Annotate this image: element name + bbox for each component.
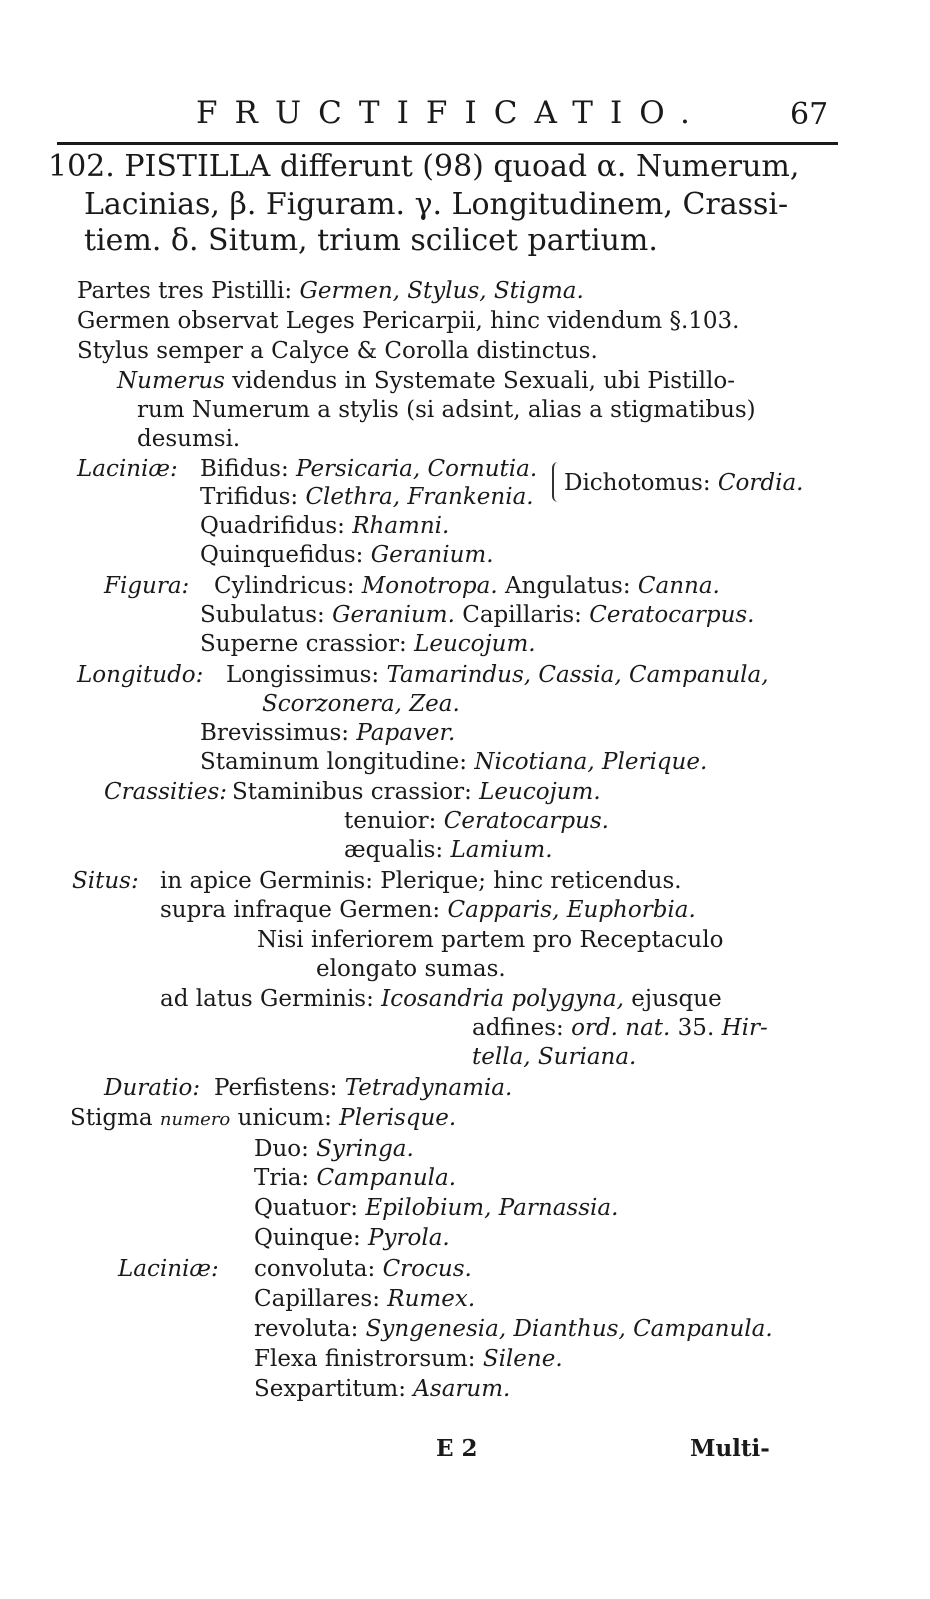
header-rule [57,142,838,145]
figura-example: Ceratocarpus. [589,602,755,628]
laciniae-term: Bifidus: [200,456,289,482]
crassities-example: Ceratocarpus. [443,808,609,834]
situs-row-4 [160,988,722,1011]
running-title: FRUCTIFICATIO. [196,95,707,131]
figura-row-3 [200,633,536,656]
situs-cont-term: adfines: [472,1015,564,1041]
numerus-cont1: rum Numerum a stylis (si adsint, alias a stigmatibus) [137,397,756,423]
situs-row-2 [160,899,696,922]
stigma-lac-term: convoluta: [254,1256,376,1282]
catchword: Multi- [690,1435,770,1462]
crassities-example: Lamium. [450,837,553,863]
stigma-lac-term: Capillares: [254,1286,380,1312]
duratio-term: Perfistens: [214,1075,338,1101]
crassities-term: tenuior: [344,808,437,834]
stigma-term: Quatuor: [254,1195,359,1221]
stigma-lac-example: Asarum. [413,1376,511,1402]
situs-cont-num: 35. [677,1015,715,1041]
stigma-row-duo [254,1138,414,1161]
longitudo-example: Papaver. [356,720,456,746]
laciniae-row-3 [200,515,449,538]
stigma-term: Quinque: [254,1225,361,1251]
crassities-term: Staminibus crassior: [232,779,472,805]
longitudo-examples: Tamarindus, Cassia, Campanula, [386,662,769,688]
page-number: 67 [790,97,829,132]
crassities-row-2 [344,810,609,833]
longitudo-term: Longissimus: [226,662,380,688]
section-line2: Lacinias, β. Figuram. γ. Longitudinem, Crassi- [84,187,789,222]
situs-term: supra infraque Germen: [160,897,441,923]
laciniae-term: Quinquefidus: [200,542,364,568]
situs-cont-hir: Hir- [721,1015,768,1041]
laciniae-examples: Clethra, Frankenia. [305,484,534,510]
figura-example: Monotropa. [361,573,498,599]
stylus-line: Stylus semper a Calyce & Corolla distinctus. [77,338,598,364]
laciniae-term: Trifidus: [200,484,299,510]
stigma-lac-term: Flexa finistrorsum: [254,1346,476,1372]
stigma-lac-row-2 [254,1288,475,1311]
dichotomus-example: Cordia. [717,470,804,496]
stigma-lac-row-1 [254,1258,472,1281]
stigma-row-quatuor [254,1197,618,1220]
stigma-example: Epilobium, Parnassia. [365,1195,619,1221]
situs-term: ad latus Germinis: [160,986,374,1012]
figura-example: Geranium. [332,602,455,628]
stigma-lac-example: Rumex. [387,1286,476,1312]
crassities-row-3 [344,839,553,862]
partes-items: Germen, Stylus, Stigma. [299,278,584,304]
partes-line [77,280,584,303]
stigma-example: Syringa. [316,1136,414,1162]
numerus-label: Numerus [117,368,225,394]
longitudo-row-1-cont: Scorzonera, Zea. [262,691,460,717]
stigma-example: Pyrola. [368,1225,450,1251]
stigma-unicum-example: Plerisque. [339,1105,457,1131]
laciniae-brace [552,462,564,502]
stigma-term: Duo: [254,1136,309,1162]
laciniae-examples: Persicaria, Cornutia. [296,456,538,482]
figura-example: Leucojum. [414,631,536,657]
dichotomus-entry [564,472,803,495]
longitudo-term: Staminum longitudine: [200,749,468,775]
duratio-entry [214,1077,512,1100]
figura-term: Subulatus: [200,602,325,628]
stigma-lac-example: Silene. [482,1346,563,1372]
figura-term: Capillaris: [462,602,582,628]
laciniae-row-2 [200,486,534,509]
laciniae-label: Laciniæ: [77,456,178,482]
stigma-lac-term: Sexpartitum: [254,1376,406,1402]
partes-lead: Partes tres Pistilli: [77,278,293,304]
laciniae-term: Quadrifidus: [200,513,345,539]
numerus-rest: videndus in Systemate Sexuali, ubi Pistillo- [232,368,735,394]
figura-term: Superne crassior: [200,631,407,657]
stigma-numero: numero [159,1109,231,1130]
stigma-lac-row-3 [254,1318,773,1341]
situs-row-3: Nisi inferiorem partem pro Receptaculo [257,927,724,953]
stigma-unicum: unicum: [237,1105,332,1131]
numerus-cont2: desumsi. [137,426,241,452]
stigma-lac-term: revoluta: [254,1316,359,1342]
situs-row-1: in apice Germinis: Plerique; hinc reticendus. [160,868,682,894]
dichotomus-term: Dichotomus: [564,470,711,496]
situs-label: Situs: [72,868,139,894]
stigma-lead: Stigma [70,1105,153,1131]
longitudo-term: Brevissimus: [200,720,349,746]
situs-row-4-cont1 [472,1017,768,1040]
signature-mark: E 2 [436,1435,478,1462]
situs-cont-ord: ord. nat. [571,1015,671,1041]
stigma-lac-row-4 [254,1348,563,1371]
stigma-row-tria [254,1167,456,1190]
crassities-example: Leucojum. [479,779,601,805]
duratio-example: Tetradynamia. [344,1075,513,1101]
stigma-row-quinque [254,1227,450,1250]
laciniae-examples: Geranium. [370,542,494,568]
stigma-first-line [70,1107,456,1130]
crassities-label: Crassities: [104,779,228,805]
laciniae-examples: Rhamni. [352,513,450,539]
longitudo-row-3 [200,751,707,774]
longitudo-examples: Nicotiana, Plerique. [474,749,708,775]
longitudo-row-1 [226,664,769,687]
crassities-row-1 [232,781,601,804]
section-number: 102. [48,149,115,184]
stigma-laciniae-label: Laciniæ: [118,1256,219,1282]
section-line3: tiem. δ. Situm, trium scilicet partium. [84,223,658,258]
situs-row-4-cont2: tella, Suriana. [472,1044,637,1070]
crassities-term: æqualis: [344,837,444,863]
longitudo-row-2 [200,722,455,745]
stigma-example: Campanula. [316,1165,457,1191]
section-first-line [48,149,800,184]
laciniae-row-1 [200,458,537,481]
section-line1-rest: differunt (98) quoad α. Numerum, [279,149,800,184]
section-heading: PISTILLA [124,149,271,184]
germen-line: Germen observat Leges Pericarpii, hinc videndum §.103. [77,308,740,334]
stigma-term: Tria: [254,1165,310,1191]
figura-term: Cylindricus: [214,573,355,599]
situs-rest: ejusque [631,986,722,1012]
figura-example: Canna. [637,573,720,599]
numerus-line [117,370,735,393]
situs-examples: Capparis, Euphorbia. [447,897,696,923]
laciniae-row-4 [200,544,494,567]
stigma-lac-row-5 [254,1378,510,1401]
stigma-lac-example: Crocus. [382,1256,472,1282]
figura-label: Figura: [104,573,190,599]
stigma-lac-example: Syngenesia, Dianthus, Campanula. [365,1316,773,1342]
duratio-label: Duratio: [104,1075,201,1101]
figura-term: Angulatus: [504,573,631,599]
situs-row-3-cont: elongato sumas. [316,956,506,982]
situs-examples: Icosandria polygyna, [381,986,624,1012]
figura-row-2 [200,604,755,627]
longitudo-label: Longitudo: [77,662,204,688]
figura-row-1 [214,575,720,598]
